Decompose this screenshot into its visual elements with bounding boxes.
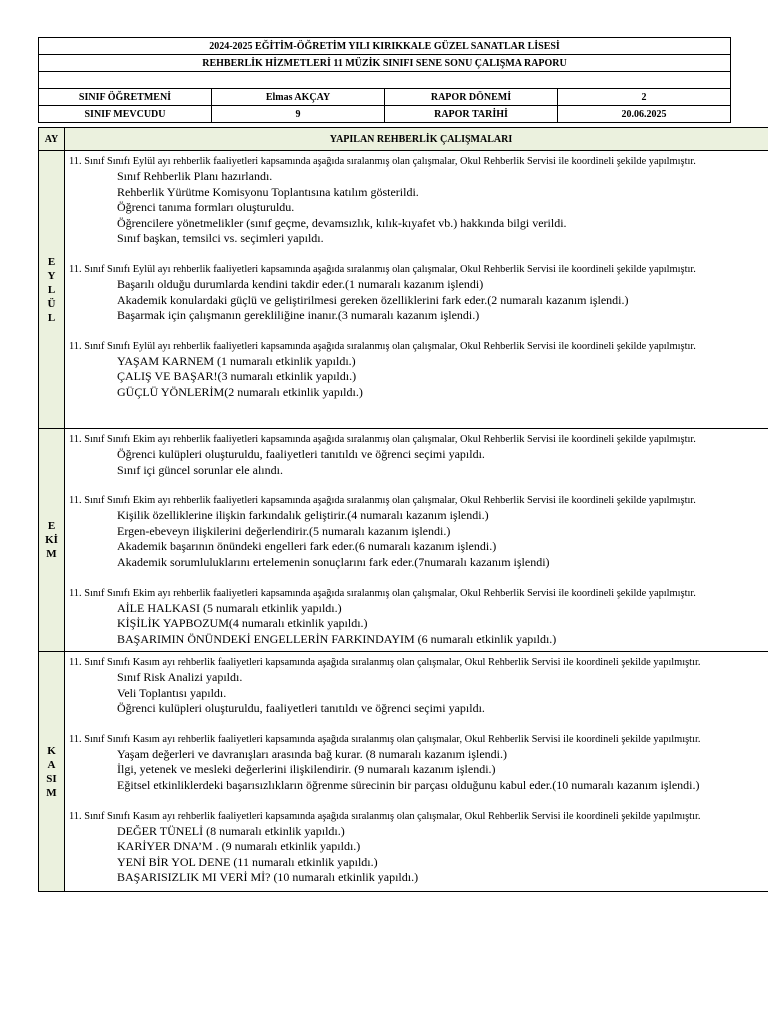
month-letter: E (47, 255, 56, 268)
activity-item: Öğrenci kulüpleri oluşturuldu, faaliyetleri tanıtıldı ve öğrenci seçimi yapıldı. (117, 447, 485, 461)
activity-item: GÜÇLÜ YÖNLERİM(2 numaralı etkinlik yapıldı.) (117, 384, 363, 399)
activity-item: Akademik konulardaki güçlü ve geliştirilmesi gereken özelliklerini fark eder.(2 numaralı kazanım işlendi.) (117, 292, 629, 307)
month-letter: L (47, 311, 56, 324)
month-activities-cell (65, 652, 768, 892)
month-label (39, 744, 64, 800)
block-spacer (69, 717, 768, 732)
block-spacer (69, 571, 768, 586)
header-spacer-row (39, 72, 731, 89)
report-period-value: 2 (558, 89, 731, 106)
report-date-value: 20.06.2025 (558, 106, 731, 123)
activity-item: Öğrenci tanıma formları oluşturuldu. (117, 200, 295, 215)
month-label-cell (39, 151, 65, 429)
activity-item: İlgi, yetenek ve mesleki değerlerini ilişkilendirir. (9 numaralı kazanım işlendi.) (117, 762, 496, 777)
activity-item: Eğitsel etkinliklerdeki başarısızlıkların öğrenme sürecinin bir parçası olduğunu kabul eder.(10 numaralı kazanım işlendi.) (117, 777, 700, 792)
month-letter: SI (46, 772, 57, 785)
activity-item: Rehberlik Yürütme Komisyonu Toplantısına katılım gösterildi. (117, 184, 419, 199)
activity-item: Öğrencilere yönetmelikler (sınıf geçme, devamsızlık, kılık-kıyafet vb.) hakkında bilgi verildi. (117, 215, 567, 230)
month-activities-cell (65, 429, 768, 652)
report-date-label: RAPOR TARİHİ (385, 106, 558, 123)
activity-item: BAŞARISIZLIK MI VERİ Mİ? (10 numaralı etkinlik yapıldı.) (117, 870, 419, 885)
activity-item: KİŞİLİK YAPBOZUM(4 numaralı etkinlik yapıldı.) (117, 616, 368, 631)
activity-item: YAŞAM KARNEM (1 numaralı etkinlik yapıldı.) (117, 353, 356, 368)
activities-column-header: YAPILAN REHBERLİK ÇALIŞMALARI (65, 128, 768, 151)
block-intro-text: 11. Sınıf Sınıfı Eylül ayı rehberlik faaliyetleri kapsamında aşağıda sıralanmış olan çalışmalar, Okul Rehberlik Servisi ile koordineli şekilde yapılmıştır. (69, 263, 696, 275)
activity-item: ÇALIŞ VE BAŞAR!(3 numaralı etkinlik yapıldı.) (117, 369, 357, 384)
activity-item: Sınıf Rehberlik Planı hazırlandı. (117, 169, 273, 183)
report-header-table (38, 37, 731, 123)
month-label (39, 519, 64, 561)
activity-item: Yaşam değerleri ve davranışları arasında bağ kurar. (8 numaralı kazanım işlendi.) (117, 746, 507, 761)
teacher-value: Elmas AKÇAY (212, 89, 385, 106)
month-letter: Ü (47, 297, 56, 310)
block-intro-text: 11. Sınıf Sınıfı Kasım ayı rehberlik faaliyetleri kapsamında aşağıda sıralanmış olan çalışmalar, Okul Rehberlik Servisi ile koordineli şekilde yapılmıştır. (69, 657, 701, 668)
month-label-cell (39, 429, 65, 652)
block-intro-text: 11. Sınıf Sınıfı Kasım ayı rehberlik faaliyetleri kapsamında aşağıda sıralanmış olan çalışmalar, Okul Rehberlik Servisi ile koordineli şekilde yapılmıştır. (69, 733, 701, 745)
month-row-kasim (39, 652, 768, 892)
month-letter: E (47, 520, 56, 532)
activity-item: Akademik sorumluluklarını ertelemenin sonuçlarını fark eder.(7numaralı kazanım işlendi) (117, 554, 550, 569)
month-letter: L (47, 283, 56, 296)
class-size-value: 9 (212, 106, 385, 123)
month-row-eylul (39, 151, 768, 429)
block-intro-text: 11. Sınıf Sınıfı Eylül ayı rehberlik faaliyetleri kapsamında aşağıda sıralanmış olan çalışmalar, Okul Rehberlik Servisi ile koordineli şekilde yapılmıştır. (69, 340, 696, 352)
activity-item: DEĞER TÜNELİ (8 numaralı etkinlik yapıldı.) (117, 823, 345, 838)
activity-item: AİLE HALKASI (5 numaralı etkinlik yapıldı.) (117, 600, 342, 615)
report-period-label: RAPOR DÖNEMİ (385, 89, 558, 106)
block-spacer (69, 247, 768, 262)
activity-item: KARİYER DNA’M . (9 numaralı etkinlik yapıldı.) (117, 839, 361, 854)
month-letter: M (46, 786, 57, 799)
block-spacer (69, 324, 768, 339)
block-intro-text: 11. Sınıf Sınıfı Ekim ayı rehberlik faaliyetleri kapsamında aşağıda sıralanmış olan çalışmalar, Okul Rehberlik Servisi ile koordineli şekilde yapılmıştır. (69, 434, 696, 445)
month-letter: Y (47, 269, 56, 282)
report-title: 2024-2025 EĞİTİM-ÖĞRETİM YILI KIRIKKALE GÜZEL SANATLAR LİSESİ (39, 38, 731, 55)
block-intro-text: 11. Sınıf Sınıfı Kasım ayı rehberlik faaliyetleri kapsamında aşağıda sıralanmış olan çalışmalar, Okul Rehberlik Servisi ile koordineli şekilde yapılmıştır. (69, 810, 701, 822)
month-letter: A (47, 758, 56, 771)
class-size-label: SINIF MEVCUDU (39, 106, 212, 123)
activity-item: Başarmak için çalışmanın gerekliliğine inanır.(3 numaralı kazanım işlendi.) (117, 308, 480, 323)
activities-table (38, 127, 768, 892)
month-label-cell (39, 652, 65, 892)
month-column-header: AY (39, 128, 65, 151)
activity-item: Başarılı olduğu durumlarda kendini takdir eder.(1 numaralı kazanım işlendi) (117, 276, 484, 291)
activity-item: Öğrenci kulüpleri oluşturuldu, faaliyetleri tanıtıldı ve öğrenci seçimi yapıldı. (117, 701, 485, 716)
month-row-ekim (39, 429, 768, 652)
activity-item: BAŞARIMIN ÖNÜNDEKİ ENGELLERİN FARKINDAYIM (6 numaralı etkinlik yapıldı.) (117, 631, 557, 646)
activity-item: Sınıf Risk Analizi yapıldı. (117, 670, 243, 684)
block-intro-text: 11. Sınıf Sınıfı Eylül ayı rehberlik faaliyetleri kapsamında aşağıda sıralanmış olan çalışmalar, Okul Rehberlik Servisi ile koordineli şekilde yapılmıştır. (69, 156, 696, 167)
block-spacer (69, 794, 768, 809)
teacher-label: SINIF ÖĞRETMENİ (39, 89, 212, 106)
activity-item: Kişilik özelliklerine ilişkin farkındalık geliştirir.(4 numaralı kazanım işlendi.) (117, 508, 489, 523)
month-activities-cell (65, 151, 768, 429)
month-label (39, 255, 64, 325)
block-intro-text: 11. Sınıf Sınıfı Ekim ayı rehberlik faaliyetleri kapsamında aşağıda sıralanmış olan çalışmalar, Okul Rehberlik Servisi ile koordineli şekilde yapılmıştır. (69, 495, 696, 507)
activity-item: Ergen-ebeveyn ilişkilerini değerlendirir.(5 numaralı kazanım işlendi.) (117, 523, 451, 538)
activity-item: Akademik başarının önündeki engelleri fark eder.(6 numaralı kazanım işlendi.) (117, 539, 497, 554)
activity-item: YENİ BİR YOL DENE (11 numaralı etkinlik yapıldı.) (117, 854, 378, 869)
activity-item: Sınıf başkan, temsilci vs. seçimleri yapıldı. (117, 231, 324, 246)
month-letter: M (46, 548, 57, 560)
activity-item: Sınıf içi güncel sorunlar ele alındı. (117, 462, 283, 477)
block-intro-text: 11. Sınıf Sınıfı Ekim ayı rehberlik faaliyetleri kapsamında aşağıda sıralanmış olan çalışmalar, Okul Rehberlik Servisi ile koordineli şekilde yapılmıştır. (69, 587, 696, 599)
month-letter: Kİ (45, 534, 58, 546)
block-spacer (69, 478, 768, 493)
activity-item: Veli Toplantısı yapıldı. (117, 685, 227, 700)
report-subtitle: REHBERLİK HİZMETLERİ 11 MÜZİK SINIFI SENE SONU ÇALIŞMA RAPORU (39, 55, 731, 72)
month-letter: K (47, 744, 56, 757)
